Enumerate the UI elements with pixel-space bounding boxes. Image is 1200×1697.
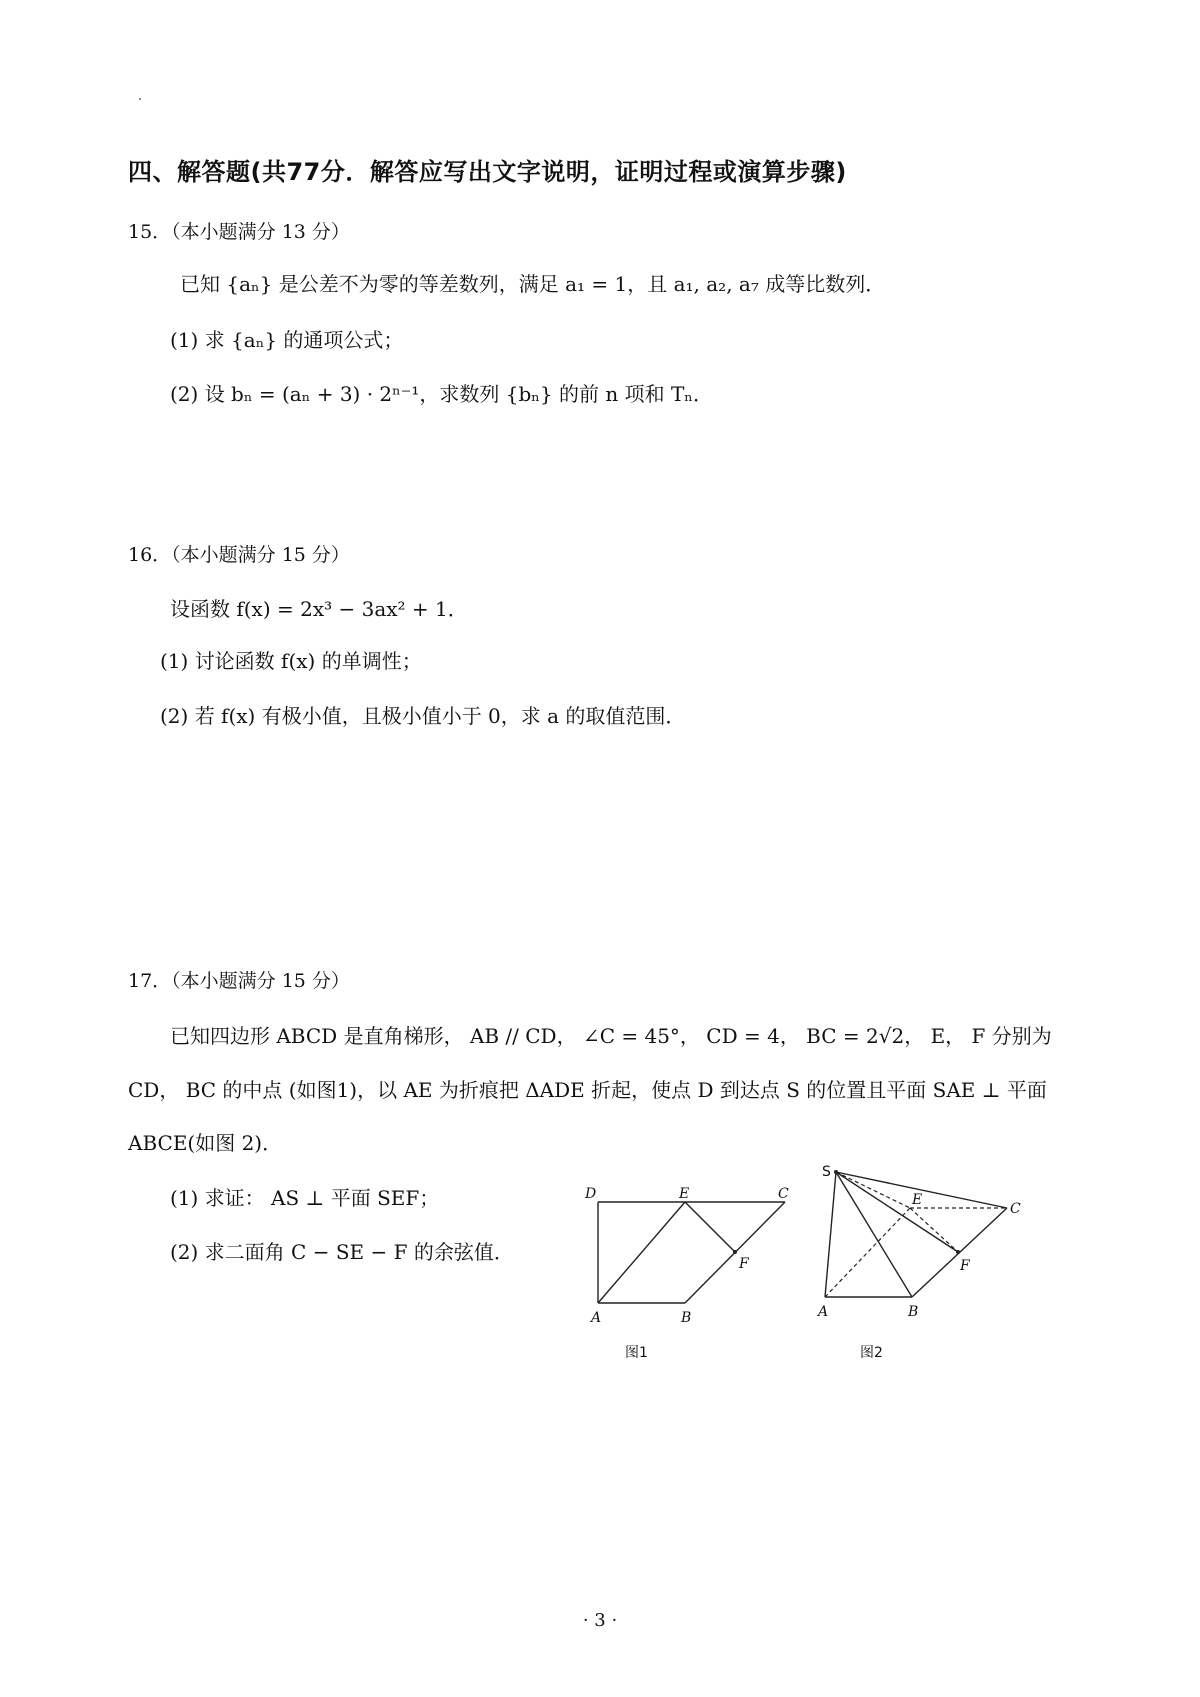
q15-part2: (2) 设 bₙ = (aₙ + 3) · 2ⁿ⁻¹，求数列 {bₙ} 的前 n 项和 Tₙ． (170, 382, 713, 406)
fig2-label-c: C (1010, 1201, 1021, 1217)
fig1-caption: 图1 (625, 1345, 648, 1360)
q15-part1: (1) 求 {aₙ} 的通项公式； (170, 328, 404, 352)
q17-stem-line1: 已知四边形 ABCD 是直角梯形， AB // CD， ∠C = 45°， CD = 4， BC = 2√2， E， F 分别为 (170, 1024, 1052, 1048)
section-title: 四、解答题(共77分．解答应写出文字说明，证明过程或演算步骤) (128, 158, 847, 186)
fig2-edge-ef (910, 1208, 958, 1252)
fig1-label-b: B (681, 1310, 692, 1326)
fig2-edge-sf (836, 1172, 958, 1252)
q16-part1: (1) 讨论函数 f(x) 的单调性； (160, 649, 422, 673)
stray-mark (139, 98, 141, 100)
q17-part2: (2) 求二面角 C − SE − F 的余弦值． (170, 1240, 514, 1264)
q15-header: 15．（本小题满分 13 分） (128, 221, 350, 243)
fig2-label-b: B (908, 1304, 919, 1320)
fig1-label-d: D (585, 1186, 597, 1202)
figure-2-pyramid (810, 1160, 1030, 1360)
fig2-label-f: F (960, 1258, 970, 1274)
fig2-point-f (956, 1250, 960, 1254)
fig2-label-e: E (912, 1192, 923, 1208)
q16-stem: 设函数 f(x) = 2x³ − 3ax² + 1． (170, 597, 468, 621)
fig2-caption: 图2 (860, 1345, 883, 1360)
q17-header: 17．（本小题满分 15 分） (128, 970, 350, 992)
fig1-label-c: C (778, 1186, 789, 1202)
fig1-label-e: E (679, 1186, 690, 1202)
fig1-edge-ef (685, 1202, 735, 1252)
q16-part2: (2) 若 f(x) 有极小值，且极小值小于 0，求 a 的取值范围． (160, 704, 686, 728)
fig2-edge-ae (825, 1208, 910, 1297)
fig1-label-a: A (591, 1310, 602, 1326)
q17-stem-line3: ABCE(如图 2)． (128, 1131, 283, 1155)
q17-part1: (1) 求证： AS ⊥ 平面 SEF； (170, 1186, 440, 1210)
fig1-label-f: F (739, 1256, 749, 1272)
fig1-point-f (733, 1250, 737, 1254)
page-number: · 3 · (582, 1610, 618, 1631)
figure-1-trapezoid (575, 1180, 805, 1360)
fig2-point-s (834, 1170, 838, 1174)
fig2-edge-sa (825, 1172, 836, 1297)
fig2-label-a: A (818, 1304, 829, 1320)
fig2-label-s: S (822, 1164, 831, 1180)
q16-header: 16．（本小题满分 15 分） (128, 544, 350, 566)
q17-stem-line2: CD， BC 的中点 (如图1)，以 AE 为折痕把 ΔADE 折起，使点 D 到达点 S 的位置且平面 SAE ⊥ 平面 (128, 1078, 1047, 1102)
fig1-edge-ae (598, 1202, 685, 1303)
q15-stem: 已知 {aₙ} 是公差不为零的等差数列，满足 a₁ = 1，且 a₁, a₂, a₇ 成等比数列． (180, 272, 886, 296)
